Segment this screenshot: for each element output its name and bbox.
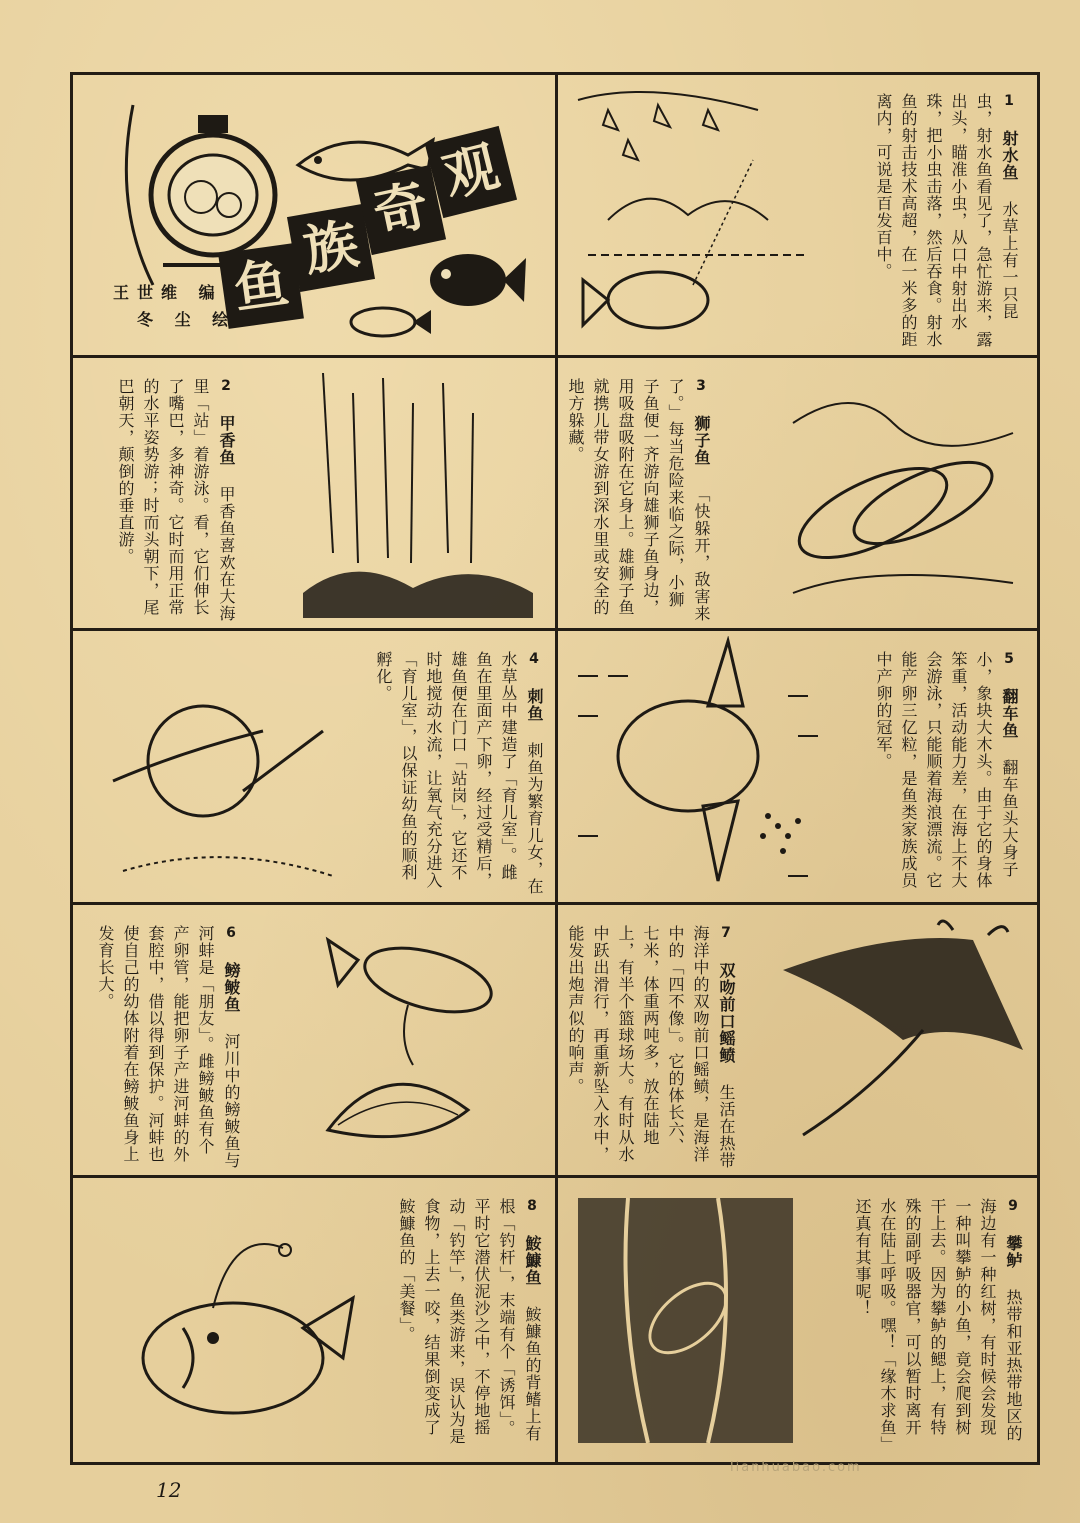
entry-1-name: 射水鱼: [1000, 130, 1019, 181]
panel-6: [73, 905, 555, 1175]
entry-7-name: 双吻前口鳐鲼: [717, 962, 736, 1064]
panel-4: [73, 631, 555, 902]
entry-1-number: 1: [1001, 93, 1017, 110]
entry-7-number: 7: [718, 925, 734, 942]
entry-7-text: [563, 925, 739, 1170]
entry-6-name: 鳑鲏鱼: [222, 962, 241, 1013]
lionfish-illustration: [773, 363, 1033, 623]
entry-1-body: 水草上有一只昆虫，射水鱼看见了，急忙游来，露出头，瞄准小虫，从口中射出水珠，把小虫击落，然后吞食。射水鱼的射击技术高超，在一米多的距离内，可说是百发百中。: [874, 93, 1019, 348]
title-panel: [73, 75, 555, 355]
title-char-3: 奇: [356, 165, 446, 255]
entry-3-name: 狮子鱼: [692, 415, 711, 466]
title-block: [223, 130, 513, 330]
watermark: lianhuabao.com: [730, 1460, 862, 1475]
entry-6-text: [93, 925, 244, 1170]
panel-9: [558, 1178, 1040, 1462]
entry-6-number: 6: [223, 925, 239, 942]
manta-ray-illustration: [773, 910, 1033, 1165]
entry-5-body: 翻车鱼头大身子小，象块大木头。由于它的身体笨重，活动能力差，在海上不大会游泳，只能顺着海浪漂流。它能产卵三亿粒，是鱼类家族成员中产卵的冠军。: [874, 651, 1019, 889]
title-char-1: 鱼: [218, 243, 304, 329]
entry-6-body: 河川中的鳑鲏鱼与河蚌是「朋友」。雌鳑鲏鱼有个产卵管，能把卵子产进河蚌的外套腔中，借以得到保护。河蚌也使自己的幼体附着在鳑鲏鱼身上发育长大。: [96, 925, 241, 1169]
entry-5-number: 5: [1001, 651, 1017, 668]
entry-4-number: 4: [526, 651, 542, 668]
entry-8-number: 8: [524, 1198, 540, 1215]
entry-8-name: 鮟鱇鱼: [523, 1235, 542, 1286]
panel-3: [558, 358, 1040, 628]
entry-5-name: 翻车鱼: [1000, 688, 1019, 739]
entry-2-number: 2: [218, 378, 234, 395]
credit-artist: 冬 尘 绘: [137, 310, 237, 329]
entry-9-body: 热带和亚热带地区的海边有一种红树，有时候会发现一种叫攀鲈的小鱼，竟会爬到树干上去。因为攀鲈的鳃上，有特殊的副呼吸器官，可以暂时离开水在陆上呼吸。嘿！「缘木求鱼」还真有其事呢！: [853, 1198, 1023, 1445]
entry-2-body: 甲香鱼喜欢在大海里「站」着游泳。看，它们伸长了嘴巴，多神奇。它时而用正常的水平姿势游；时而头朝下，尾巴朝天，颠倒的垂直游。: [116, 378, 236, 622]
sunfish-illustration: [568, 636, 838, 896]
title-char-2: 族: [287, 204, 375, 292]
entry-9-number: 9: [1005, 1198, 1021, 1215]
title-char-4: 观: [425, 126, 517, 218]
panel-7: [558, 905, 1040, 1175]
entry-1-text: [871, 93, 1022, 348]
panel-5: [558, 631, 1040, 902]
panel-2: [73, 358, 555, 628]
archerfish-illustration: [568, 80, 818, 350]
credit-editor: 王世维 编: [113, 283, 223, 302]
panel-8: [73, 1178, 555, 1462]
entry-5-text: [871, 651, 1022, 896]
entry-4-text: [371, 651, 547, 896]
panel-1: [558, 75, 1040, 355]
stickleback-illustration: [93, 641, 353, 896]
climbing-perch-illustration: [568, 1188, 803, 1453]
entry-3-number: 3: [693, 378, 709, 395]
page-number: 12: [156, 1478, 182, 1502]
entry-3-text: [563, 378, 714, 623]
entry-4-body: 刺鱼为繁育儿女，在水草丛中建造了「育儿室」。雌鱼在里面产下卵，经过受精后，雄鱼便在门口「站岗」，它还不时地搅动水流，让氧气充分进入「育儿室」，以保证幼鱼的顺利孵化。: [374, 651, 544, 895]
entry-8-body: 鮟鱇鱼的背鳍上有根「钓杆」，末端有个「诱饵」。平时它潜伏泥沙之中，不停地摇动「钓竿」，鱼类游来，误认为是食物，上去一咬，结果倒变成了鮟鱇鱼的「美餐」。: [397, 1198, 542, 1445]
entry-7-body: 生活在热带海洋中的双吻前口鳐鲼，是海洋中的「四不像」。它的体长六、七米，体重两吨多，放在陆地上，有半个篮球场大。有时从水中跃出滑行，再重新坠入水中，能发出炮声似的响声。: [566, 925, 736, 1169]
razorfish-illustration: [293, 363, 543, 623]
entry-4-name: 刺鱼: [525, 688, 544, 722]
entry-9-text: [850, 1198, 1026, 1448]
entry-9-name: 攀鲈: [1004, 1235, 1023, 1269]
entry-8-text: [394, 1198, 545, 1448]
bitterling-and-mussel-illustration: [298, 910, 548, 1170]
entry-3-body: 「快躲开，敌害来了。」每当危险来临之际，小狮子鱼便一齐游向雄狮子鱼身边，用吸盘吸附在它身上。雄狮子鱼就携儿带女游到深水里或安全的地方躲藏。: [566, 378, 711, 622]
anglerfish-illustration: [93, 1218, 373, 1448]
entry-2-name: 甲香鱼: [217, 415, 236, 466]
entry-2-text: [113, 378, 239, 623]
